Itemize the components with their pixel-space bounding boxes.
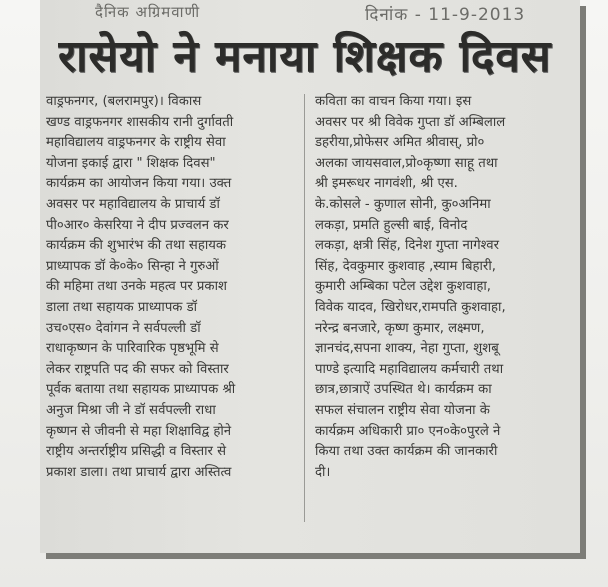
text-line: के.कोसले - कुणाल सोनी, कु०अनिमा: [315, 196, 491, 212]
text-line: डहरीया,प्रोफेसर अमित श्रीवास्, प्रो०: [315, 135, 485, 151]
text-line: योजना इकाई द्वारा " शिक्षक दिवस": [46, 155, 216, 171]
text-line: कुमारी अम्बिका पटेल उद्देश कुशवाहा,: [315, 279, 491, 295]
text-line: नरेन्द्र बनजारे, कृष्ण कुमार, लक्ष्मण,: [315, 320, 485, 336]
publication-date: दिनांक - 11-9-2013: [365, 5, 526, 25]
newspaper-clipping: [40, 0, 580, 553]
text-line: प्राध्यापक डॉ के०के० सिन्हा ने गुरुओं: [46, 258, 219, 274]
article-column-left: [46, 92, 298, 524]
text-line: पूर्वक बताया तथा सहायक प्राध्यापक श्री: [46, 382, 236, 398]
text-line: कार्यक्रम की शुभारंभ की तथा सहायक: [46, 238, 227, 254]
text-line: श्री इमरूधर नागवंशी, श्री एस.: [315, 176, 458, 192]
text-line: अवसर पर श्री विवेक गुप्ता डॉ अम्बिलाल: [315, 114, 506, 130]
text-line: वाड्रफनगर, (बलरामपुर)। विकास: [46, 94, 202, 109]
text-line: कविता का वाचन किया गया। इस: [315, 94, 472, 109]
text-line: कार्यक्रम अधिकारी प्रा० एन०के०पुरले ने: [315, 423, 501, 439]
text-line: अलका जायसवाल,प्रो०कृष्णा साहू तथा: [315, 155, 498, 171]
text-line: राधाकृष्णन के पारिवारिक पृष्ठभूमि से: [46, 341, 219, 357]
text-line: अवसर पर महाविद्यालय के प्राचार्य डॉ: [46, 196, 220, 212]
text-line: राष्ट्रीय अन्तर्राष्ट्रीय प्रसिद्धी व विस्तार से: [46, 444, 226, 460]
text-line: छात्र,छात्राऐं उपस्थित थे। कार्यक्रम का: [315, 382, 492, 398]
text-line: डाला तथा सहायक प्राध्यापक डॉ: [46, 299, 198, 315]
text-line: लकड़ा, प्रमति हुल्सी बाई, विनोद: [315, 217, 468, 233]
text-line: लेकर राष्ट्रपति पद की सफर को विस्तार: [46, 361, 229, 377]
text-line: पाण्डे इत्यादि महाविद्यालय कर्मचारी तथा: [315, 361, 504, 377]
text-line: सिंह, देवकुमार कुशवाह ,स्याम बिहारी,: [315, 258, 496, 274]
newspaper-name: दैनिक अग्रिमवाणी: [95, 3, 201, 21]
text-line: प्रकाश डाला। तथा प्राचार्य द्वारा अस्तित्व: [46, 464, 232, 480]
article-headline: रासेयो ने मनाया शिक्षक दिवस: [58, 31, 552, 82]
text-line: अनुज मिश्रा जी ने डॉ सर्वपल्ली राधा: [46, 402, 216, 418]
text-line: ज्ञानचंद,सपना शाक्य, नेहा गुप्ता, शुशबू: [315, 341, 499, 357]
text-line: पी०आर० केसरिया ने दीप प्रज्वलन कर: [46, 217, 229, 233]
text-line: किया तथा उक्त कार्यक्रम की जानकारी: [315, 444, 498, 460]
text-line: की महिमा तथा उनके महत्व पर प्रकाश: [46, 279, 227, 295]
text-line: खण्ड वाड्रफनगर शासकीय रानी दुर्गावती: [46, 114, 234, 130]
masthead: [95, 0, 575, 26]
column-divider: [304, 94, 305, 522]
text-line: कृष्णन से जीवनी से महा शिक्षाविद्व होने: [46, 423, 232, 439]
text-line: कार्यक्रम का आयोजन किया गया। उक्त: [46, 176, 232, 192]
text-line: महाविद्यालय वाड्रफनगर के राष्ट्रीय सेवा: [46, 135, 226, 151]
article-column-right: [315, 92, 571, 524]
text-line: उच०एस० देवांगन ने सर्वपल्ली डॉ: [46, 320, 201, 336]
text-line: विवेक यादव, खिरोधर,रामपति कुशवाहा,: [315, 299, 506, 315]
text-line: लकड़ा, क्षत्री सिंह, दिनेश गुप्ता नागेश्वर: [315, 238, 499, 254]
text-line: दी।: [315, 464, 331, 480]
text-line: सफल संचालन राष्ट्रीय सेवा योजना के: [315, 402, 490, 418]
